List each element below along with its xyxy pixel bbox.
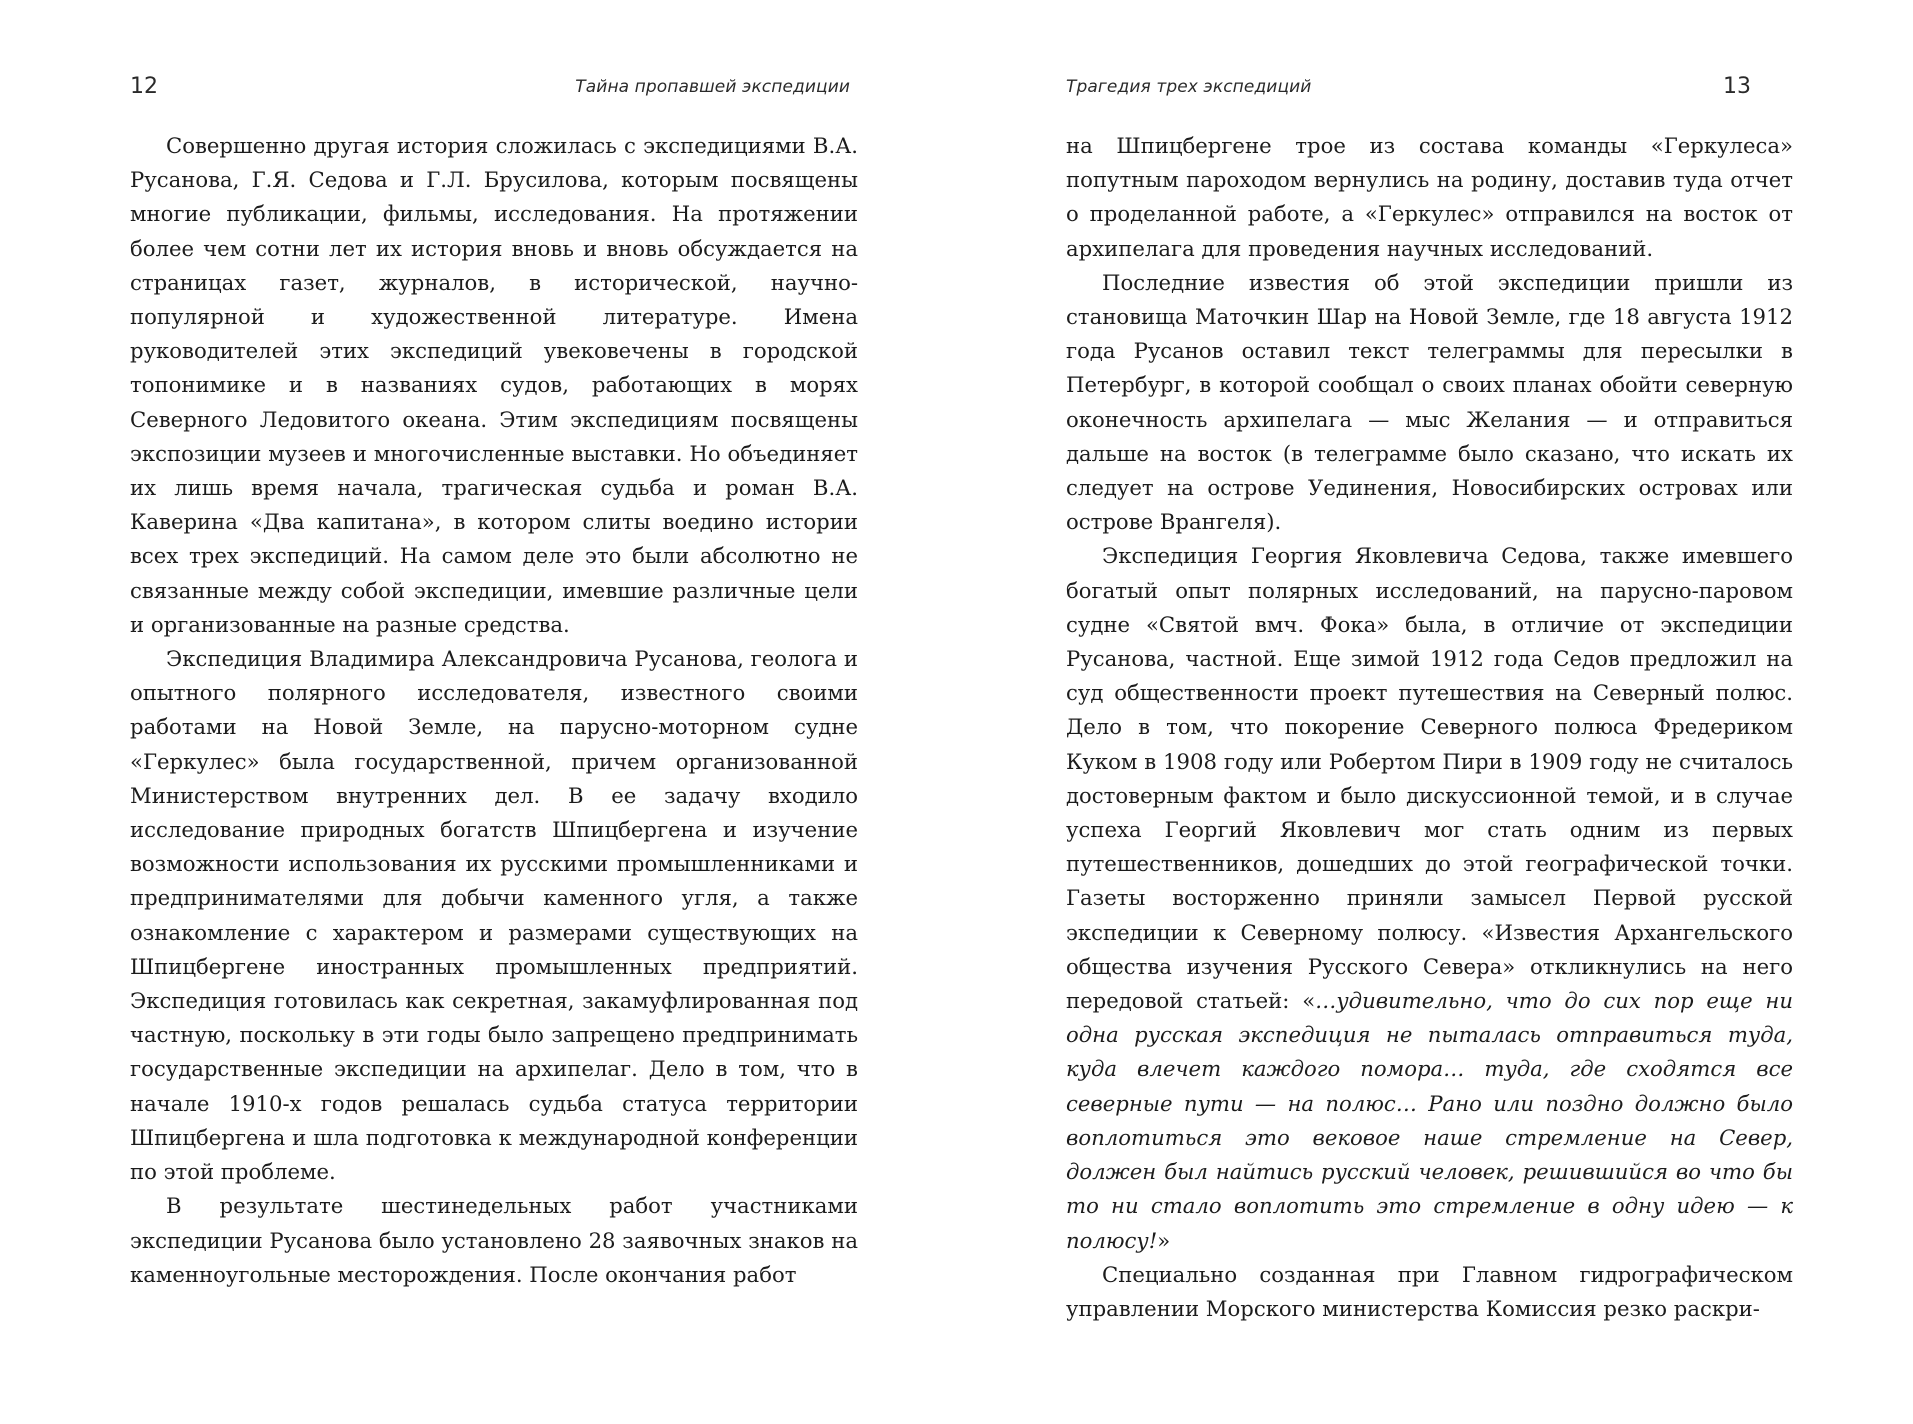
paragraph: Совершенно другая история сложилась с экспедициями В.А. Русанова, Г.Я. Седова и Г.Л. Брусилова, которым посвящены многие публикации, фильмы, исследования. На протяжении более чем сотни лет их история вновь и вновь обсуждается на страницах газет, журналов, в исторической, научно-популярной и художественной литературе. Имена руководителей этих экспедиций увековечены в городской топонимике и в названиях судов, работающих в морях Северного Ледовитого океана. Этим экспедициям посвящены экспозиции музеев и многочисленные выставки. Но объединяет их лишь время начала, трагическая судьба и роман В.А. Каверина «Два капитана», в котором слиты воедино истории всех трех экспедиций. На самом деле это были абсолютно не связанные между собой экспедиции, имевшие различные цели и организованные на разные средства. xyxy=(130,133,858,637)
paragraph: Экспедиция Владимира Александровича Русанова, геолога и опытного полярного исследователя, известного своими работами на Новой Земле, на парусно-моторном судне «Геркулес» была государственной, причем организованной Министерством внутренних дел. В ее задачу входило исследование природных богатств Шпицбергена и изучение возможности использования их русскими промышленниками и предпринимателями для добычи каменного угля, а также ознакомление с характером и размерами существующих на Шпицбергене иностранных промышленных предприятий. Экспедиция готовилась как секретная, закамуфлированная под частную, поскольку в эти годы было запрещено предпринимать государственные экспедиции на архипелаг. Дело в том, что в начале 1910-х годов решалась судьба статуса территории Шпицбергена и шла подготовка к международной конференции по этой проблеме. xyxy=(130,646,858,1185)
italic-quote: …удивительно, что до сих пор еще ни одна русская экспедиция не пыталась отправиться туда, куда влечет каждого помора… туда, где сходятся все северные пути — на полюс… Рано или поздно должно было воплотиться это вековое наше стремление на Север, должен был найтись русский человек, решившийся во что бы то ни стало воплотить это стремление в одну идею — к полюсу! xyxy=(1066,988,1793,1253)
continued-paragraph: на Шпицбергене трое из состава команды «Геркулеса» попутным пароходом вернулись на родину, доставив туда отчет о проделанной работе, а «Геркулес» отправился на восток от архипелага для проведения научных исследований. xyxy=(1066,133,1793,261)
paragraph-with-quote xyxy=(1066,539,1793,1257)
running-head: Трагедия трех экспедиций xyxy=(1066,77,1312,97)
paragraph-text: Экспедиция Георгия Яковлевича Седова, также имевшего богатый опыт полярных исследований, на парусно-паровом судне «Святой вмч. Фока» была, в отличие от экспедиции Русанова, частной. Еще зимой 1912 года Седов предложил на суд общественности проект путешествия на Северный полюс. Дело в том, что покорение Северного полюса Фредериком Куком в 1908 году или Робертом Пири в 1909 году не считалось достоверным фактом и было дискуссионной темой, и в случае успеха Георгий Яковлевич мог стать одним из первых путешественников, дошедших до этой географической точки. Газеты восторженно приняли замысел Первой русской экспедиции к Северному полюсу. «Известия Архангельского общества изучения Русского Севера» откликнулись на него передовой статьей: « xyxy=(1066,543,1793,1014)
quote-close: » xyxy=(1157,1227,1171,1253)
paragraph: Специально созданная при Главном гидрографическом управлении Морского министерства Комиссия резко раскри- xyxy=(1066,1261,1793,1321)
page-number: 12 xyxy=(130,74,158,99)
paragraph: В результате шестинедельных работ участниками экспедиции Русанова было установлено 28 заявочных знаков на каменноугольные месторождения. После окончания работ xyxy=(130,1193,858,1287)
body-text xyxy=(130,129,858,1292)
page-number: 13 xyxy=(1723,74,1751,99)
body-text xyxy=(1066,129,1793,1326)
right-page xyxy=(956,0,1913,1424)
left-page xyxy=(0,0,956,1424)
running-head: Тайна пропавшей экспедиции xyxy=(575,77,850,97)
paragraph: Последние известия об этой экспедиции пришли из становища Маточкин Шар на Новой Земле, где 18 августа 1912 года Русанов оставил текст телеграммы для пересылки в Петербург, в которой сообщал о своих планах обойти северную оконечность архипелага — мыс Желания — и отправиться дальше на восток (в телеграмме было сказано, что искать их следует на острове Уединения, Новосибирских островах или острове Врангеля). xyxy=(1066,269,1793,535)
